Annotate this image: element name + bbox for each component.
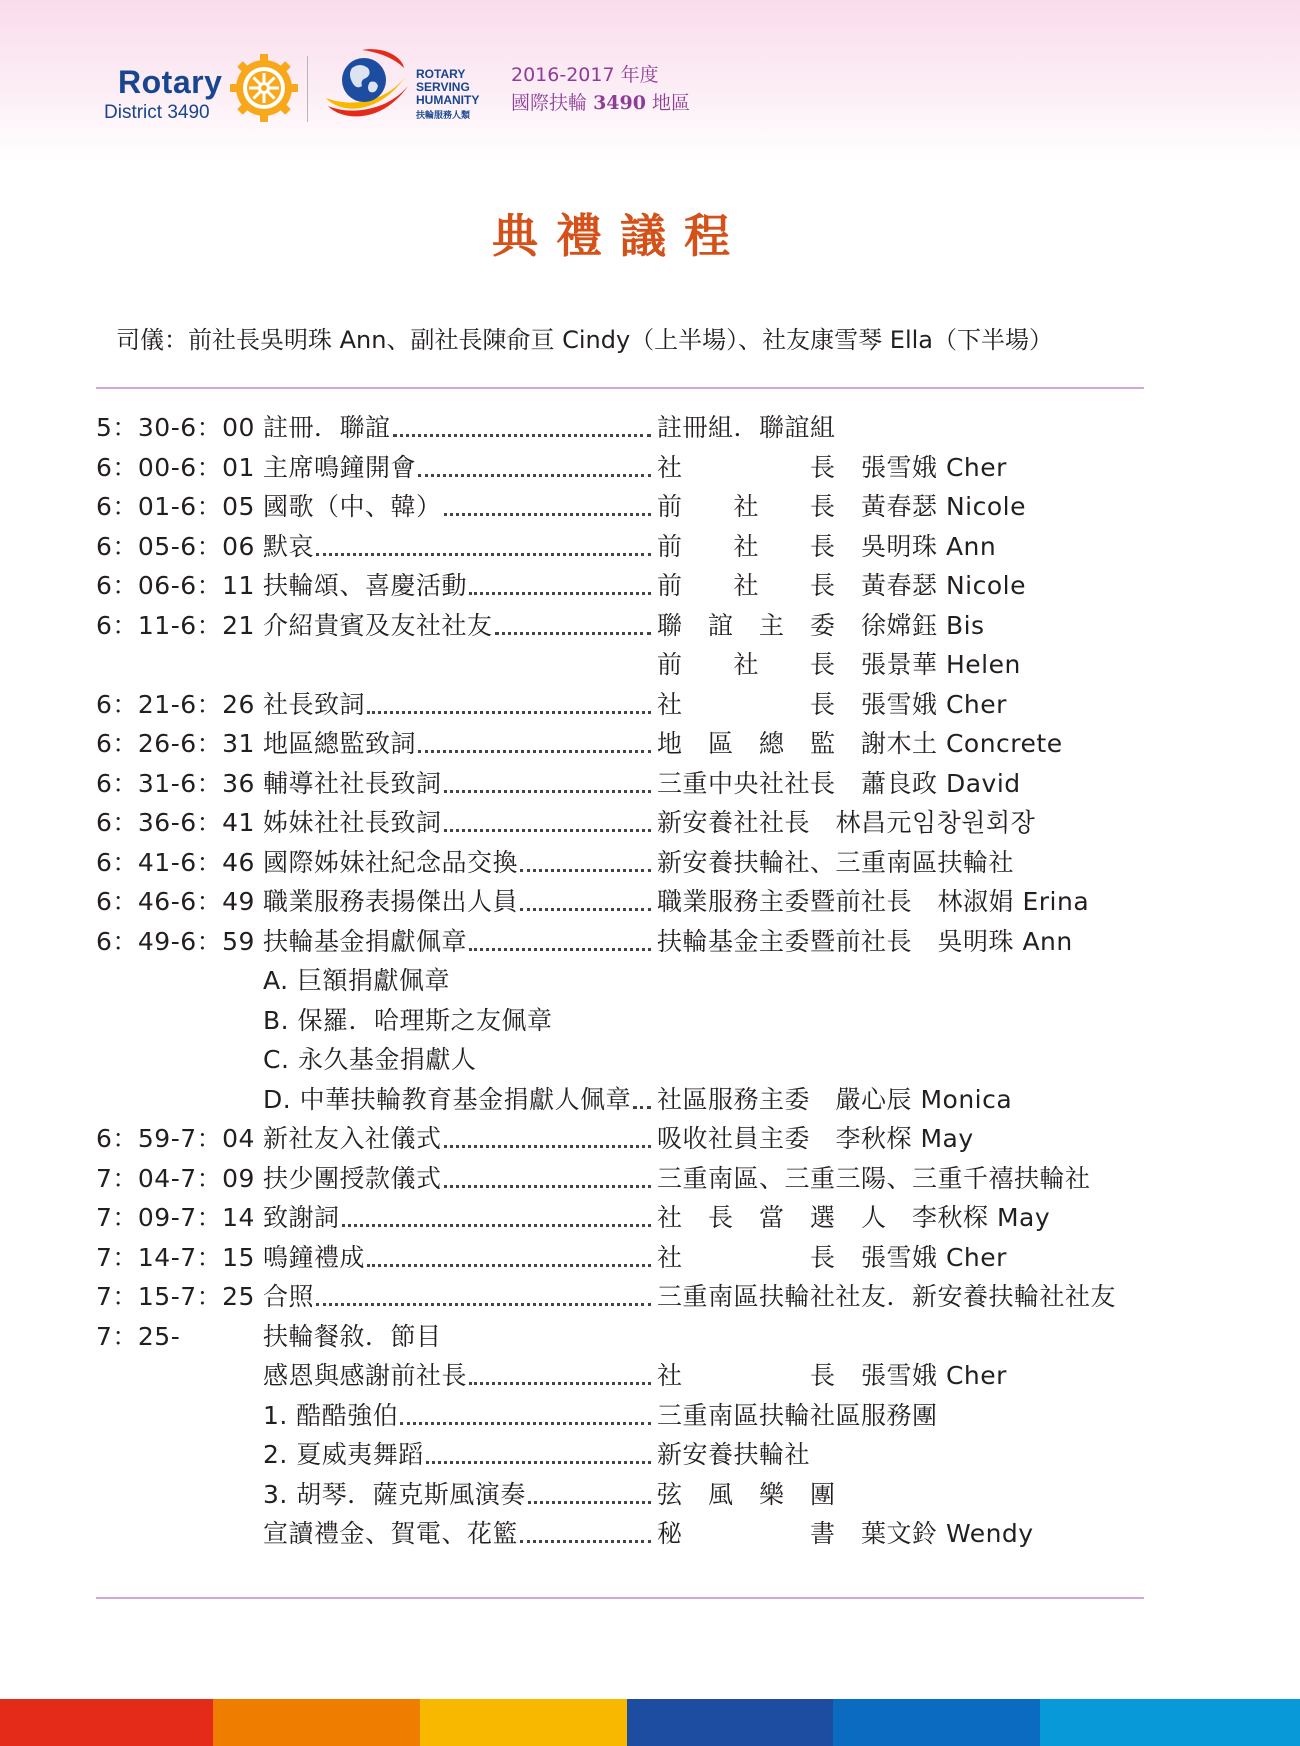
dot-leader [520, 897, 651, 911]
program-item: D. 中華扶輪教育基金捐獻人佩章 [263, 1084, 632, 1114]
program-row [96, 1159, 1236, 1199]
program-row [96, 1396, 1236, 1436]
program-presenter: 社區服務主委 嚴心辰 Monica [657, 1084, 1013, 1114]
program-item: 主席鳴鐘開會 [263, 452, 417, 482]
year-label: 2016-2017 年度 [511, 64, 659, 86]
emcee-line: 司儀：前社長吳明珠 Ann、副社長陳俞亘 Cindy（上半場）、社友康雪琴 Ella（下半場） [116, 326, 1054, 354]
program-item: 2. 夏威夷舞蹈 [263, 1440, 424, 1469]
program-presenter: 新安養扶輪社、三重南區扶輪社 [657, 847, 1015, 877]
program-row [96, 487, 1236, 527]
program-item: 註冊．聯誼 [263, 413, 391, 442]
program-item: 輔導社社長致詞 [263, 768, 442, 798]
program-time: 6：06-6：11 [96, 571, 255, 600]
program-presenter: 扶輪基金主委暨前社長 吳明珠 Ann [657, 926, 1073, 956]
dot-leader [520, 858, 651, 872]
color-stripe [213, 1699, 420, 1746]
program-item: 感恩與感謝前社長 [263, 1361, 468, 1390]
program-row [96, 803, 1236, 843]
program-time: 6：41-6：46 [96, 847, 255, 877]
dot-leader [444, 1134, 651, 1148]
program-time: 6：21-6：26 [96, 689, 255, 719]
rotary-district-logo [100, 62, 315, 132]
program-item: 地區總監致詞 [263, 729, 417, 758]
program-item: 1. 酷酷強伯 [263, 1400, 399, 1430]
program-item: 新社友入社儀式 [263, 1124, 442, 1153]
program-presenter: 社 長 張雪娥 Cher [657, 1361, 1007, 1390]
footer-color-bar [0, 1699, 1300, 1746]
program-row [96, 685, 1236, 725]
program-row [96, 566, 1236, 606]
program-row [96, 1238, 1236, 1278]
color-stripe [1040, 1699, 1300, 1746]
dot-leader [469, 1371, 651, 1385]
program-time: 7：25- [96, 1321, 181, 1351]
program-item: 職業服務表揚傑出人員 [263, 887, 519, 916]
program-presenter: 地 區 總 監 謝木土 Concrete [657, 729, 1063, 758]
dot-leader [367, 1253, 651, 1267]
program-row [96, 1514, 1236, 1554]
program-time: 6：26-6：31 [96, 729, 255, 758]
program-row [96, 527, 1236, 567]
district-suffix: 地區 [652, 92, 691, 114]
program-presenter: 三重中央社社長 蕭良政 David [657, 768, 1021, 798]
program-item: A. 巨額捐獻佩章 [263, 966, 451, 995]
dot-leader [367, 700, 651, 714]
dot-leader [393, 423, 651, 437]
program-presenter: 註冊組．聯誼組 [657, 413, 836, 442]
program-presenter: 新安養社社長 林昌元임창원회장 [657, 808, 1036, 837]
program-time: 6：36-6：41 [96, 808, 255, 837]
program-row [96, 1317, 1236, 1357]
program-presenter: 社 長 張雪娥 Cher [657, 1242, 1007, 1272]
program-row [96, 1001, 1236, 1041]
program-item: 合照 [263, 1282, 315, 1311]
program-item: 社長致詞 [263, 689, 366, 719]
program-row [96, 645, 1236, 685]
program-item: 姊妹社社長致詞 [263, 808, 442, 837]
logo-divider [307, 56, 308, 122]
program-row [96, 1435, 1236, 1475]
divider-bottom [96, 1597, 1144, 1599]
dot-leader [400, 1411, 651, 1425]
color-stripe [627, 1699, 833, 1746]
program-item: 扶輪餐敘．節目 [263, 1321, 442, 1351]
dot-leader [342, 1213, 651, 1227]
program-presenter: 前 社 長 黃春瑟 Nicole [657, 571, 1026, 600]
program-time: 6：05-6：06 [96, 531, 255, 561]
program-row [96, 1080, 1236, 1120]
program-row [96, 1356, 1236, 1396]
dot-leader [444, 818, 651, 832]
program-item: 3. 胡琴．薩克斯風演奏 [263, 1479, 526, 1509]
program-presenter: 新安養扶輪社 [657, 1440, 811, 1469]
program-row [96, 922, 1236, 962]
program-row [96, 843, 1236, 883]
dot-leader [444, 779, 651, 793]
divider-top [96, 387, 1144, 389]
program-list [96, 408, 1236, 1554]
program-row [96, 1475, 1236, 1515]
theme-chinese: 扶輪服務人類 [416, 111, 471, 121]
rotary-wordmark: Rotary [118, 64, 223, 100]
program-item: 扶輪頌、喜慶活動 [263, 571, 468, 600]
program-item: 扶輪基金捐獻佩章 [263, 926, 468, 956]
program-presenter: 前 社 長 吳明珠 Ann [657, 531, 997, 561]
color-stripe [420, 1699, 627, 1746]
program-item: 介紹貴賓及友社社友 [263, 610, 493, 640]
program-time: 7：14-7：15 [96, 1242, 255, 1272]
program-row [96, 606, 1236, 646]
district-number: 3490 [593, 92, 646, 114]
theme-wordmark: ROTARY SERVING HUMANITY [416, 67, 480, 107]
program-time: 5：30-6：00 [96, 413, 255, 442]
program-item: 默哀 [263, 531, 315, 561]
page-title: 典禮議程 [492, 209, 748, 263]
program-row [96, 724, 1236, 764]
program-presenter: 三重南區、三重三陽、三重千禧扶輪社 [657, 1163, 1091, 1193]
district-title [511, 88, 690, 118]
program-item: 國歌（中、韓） [263, 492, 442, 521]
program-time: 6：49-6：59 [96, 926, 255, 956]
dot-leader [528, 1490, 651, 1504]
program-time: 7：09-7：14 [96, 1203, 255, 1232]
program-presenter: 吸收社員主委 李秋棎 May [657, 1124, 974, 1153]
program-row [96, 1277, 1236, 1317]
program-presenter: 弦 風 樂 團 [657, 1479, 836, 1509]
globe-swoosh-icon [322, 46, 412, 126]
program-presenter: 社 長 張雪娥 Cher [657, 452, 1007, 482]
program-item: 鳴鐘禮成 [263, 1242, 366, 1272]
dot-leader [316, 542, 651, 556]
program-row [96, 1119, 1236, 1159]
program-presenter: 前 社 長 黃春瑟 Nicole [657, 492, 1026, 521]
dot-leader [495, 621, 651, 635]
program-row [96, 882, 1236, 922]
program-presenter: 社 長 當 選 人 李秋棎 May [657, 1203, 1051, 1232]
dot-leader [426, 1450, 651, 1464]
program-presenter: 聯 誼 主 委 徐嫦鈺 Bis [657, 610, 985, 640]
program-time: 7：04-7：09 [96, 1163, 255, 1193]
program-presenter: 三重南區扶輪社社友．新安養扶輪社社友 [657, 1282, 1117, 1311]
program-time: 7：15-7：25 [96, 1282, 255, 1311]
program-item: 宣讀禮金、賀電、花籃 [263, 1519, 519, 1548]
program-item: 致謝詞 [263, 1203, 340, 1232]
program-row [96, 764, 1236, 804]
program-item: C. 永久基金捐獻人 [263, 1045, 477, 1074]
district-label: District 3490 [104, 102, 210, 123]
rotary-wheel-icon [228, 52, 300, 124]
dot-leader [444, 1174, 651, 1188]
color-stripe [833, 1699, 1040, 1746]
program-presenter: 三重南區扶輪社區服務團 [657, 1400, 938, 1430]
program-row [96, 1040, 1236, 1080]
program-presenter: 秘 書 葉文鈴 Wendy [657, 1519, 1034, 1548]
program-item: 國際姊妹社紀念品交換 [263, 847, 519, 877]
program-row [96, 961, 1236, 1001]
program-item: B. 保羅．哈理斯之友佩章 [263, 1005, 553, 1035]
dot-leader [633, 1095, 651, 1109]
program-row [96, 408, 1236, 448]
program-time: 6：46-6：49 [96, 887, 255, 916]
year-district-block [511, 62, 690, 118]
dot-leader [444, 502, 651, 516]
program-time: 6：11-6：21 [96, 610, 255, 640]
dot-leader [418, 739, 651, 753]
district-prefix: 國際扶輪 [511, 92, 588, 114]
program-time: 6：01-6：05 [96, 492, 255, 521]
theme-logo [322, 46, 502, 126]
program-row [96, 1198, 1236, 1238]
dot-leader [469, 937, 651, 951]
color-stripe [0, 1699, 213, 1746]
dot-leader [418, 463, 651, 477]
program-time: 6：31-6：36 [96, 768, 255, 798]
program-presenter: 前 社 長 張景華 Helen [657, 650, 1021, 679]
program-time: 6：00-6：01 [96, 452, 255, 482]
dot-leader [469, 581, 651, 595]
program-time: 6：59-7：04 [96, 1124, 255, 1153]
program-item: 扶少團授款儀式 [263, 1163, 442, 1193]
dot-leader [520, 1529, 651, 1543]
dot-leader [316, 1292, 651, 1306]
program-presenter: 職業服務主委暨前社長 林淑娟 Erina [657, 887, 1090, 916]
program-row [96, 448, 1236, 488]
program-presenter: 社 長 張雪娥 Cher [657, 689, 1007, 719]
